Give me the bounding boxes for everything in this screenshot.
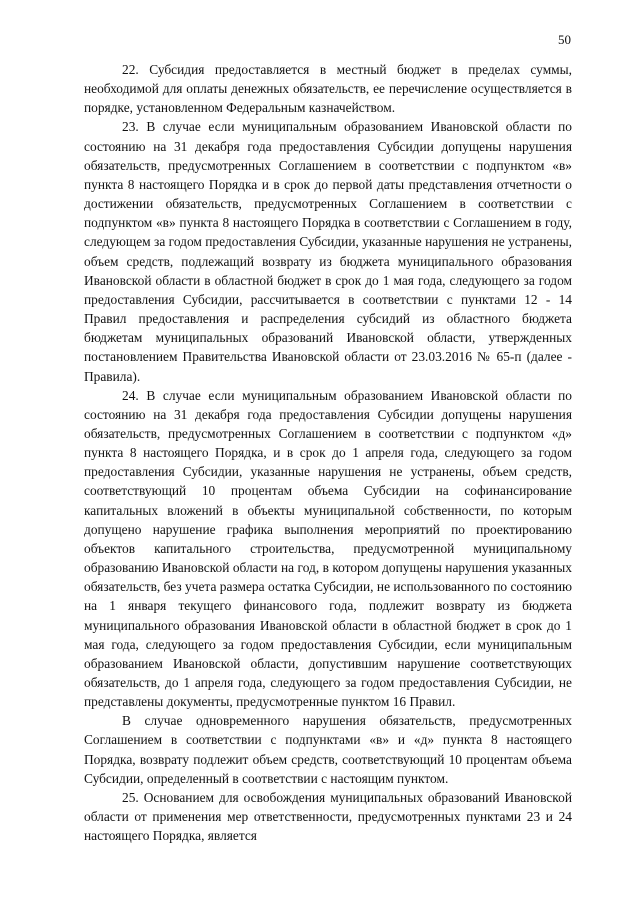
paragraph-23: 23. В случае если муниципальным образованием Ивановской области по состоянию на 31 декабря года предоставления Субсидии допущены нарушения обязательств, предусмотренных Соглашением в соответствии с подпунктом «в» пункта 8 настоящего Порядка и в срок до первой даты представления отчетности о достижении обязательств, предусмотренных Соглашением в соответствии с подпунктом «в» пункта 8 настоящего Порядка в соответствии с Соглашением в году, следующем за годом предоставления Субсидии, указанные нарушения не устранены, объем средств, подлежащий возврату из бюджета муниципального образования Ивановской области в областной бюджет в срок до 1 мая года, следующего за годом предоставления Субсидии, рассчитывается в соответствии с пунктами 12 - 14 Правил предоставления и распределения субсидий из областного бюджета бюджетам муниципальных образований Ивановской области, утвержденных постановлением Правительства Ивановской области от 23.03.2016 № 65-п (далее - Правила). xyxy=(84,119,572,384)
paragraph-24: 24. В случае если муниципальным образованием Ивановской области по состоянию на 31 декабря года предоставления Субсидии допущены нарушения обязательств, предусмотренных Соглашением в соответствии с подпунктом «д» пункта 8 настоящего Порядка, и в срок до 1 апреля года, следующего за годом предоставления Субсидии, указанные нарушения не устранены, объем средств, соответствующий 10 процентам объема Субсидии на софинансирование капитальных вложений в объекты муниципальной собственности, по которым допущено нарушение графика выполнения мероприятий по проектированию объектов капитального строительства, предусмотренной муниципальному образованию Ивановской области на год, в котором допущены нарушения указанных обязательств, без учета размера остатка Субсидии, не использованного по состоянию на 1 января текущего финансового года, подлежит возврату из бюджета муниципального образования Ивановской области в областной бюджет в срок до 1 мая года, следующего за годом предоставления Субсидии, если муниципальным образованием Ивановской области, допустившим нарушение соответствующих обязательств, до 1 апреля года, следующего за годом предоставления Субсидии, не представлены документы, предусмотренные пунктом 16 Правил. xyxy=(84,387,572,710)
paragraph-25: 25. Основанием для освобождения муниципальных образований Ивановской области от применения мер ответственности, предусмотренных пунктами 23 и 24 настоящего Порядка, является xyxy=(84,789,572,844)
paragraph-22: 22. Субсидия предоставляется в местный бюджет в пределах суммы, необходимой для оплаты денежных обязательств, ее перечисление осуществляется в порядке, установленном Федеральным казначейством. xyxy=(84,62,572,116)
paragraph-24-continuation: В случае одновременного нарушения обязательств, предусмотренных Соглашением в соответствии с подпунктами «в» и «д» пункта 8 настоящего Порядка, возврату подлежит объем средств, соответствующий 10 процентам объема Субсидии, определенный в соответствии с настоящим пунктом. xyxy=(84,713,572,786)
page-number: 50 xyxy=(558,32,571,47)
document-body xyxy=(84,60,572,845)
